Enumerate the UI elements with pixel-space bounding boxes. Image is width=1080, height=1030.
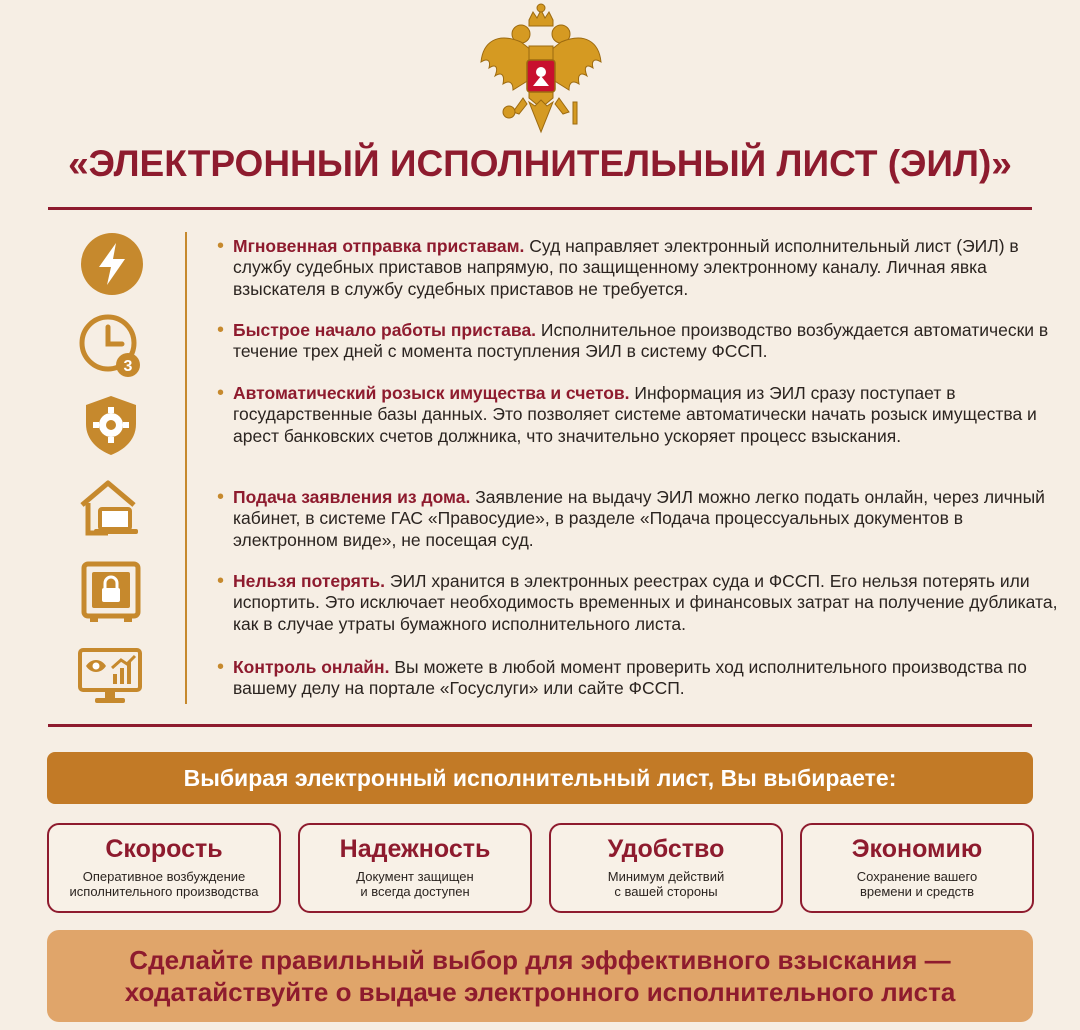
card-line-2: исполнительного производства — [69, 884, 259, 899]
feature-online-control — [213, 657, 1063, 700]
bottom-divider — [48, 724, 1032, 727]
feature-text: Исполнительное производство возбуждается автоматически в течение трех дней с момента поступления ЭИЛ в систему ФССП. — [233, 320, 1049, 362]
feature-heading: Быстрое начало работы пристава. — [233, 320, 537, 340]
card-speed — [47, 823, 281, 913]
monitor-eye-chart-icon — [77, 644, 143, 710]
feature-heading: Подача заявления из дома. — [233, 487, 471, 507]
lightning-icon — [79, 231, 145, 297]
svg-text:3: 3 — [123, 358, 133, 375]
feature-instant-sending — [213, 236, 1063, 300]
vertical-divider — [185, 232, 187, 704]
safe-lock-icon — [78, 560, 144, 626]
feature-heading: Мгновенная отправка приставам. — [233, 236, 525, 256]
card-line-1: Документ защищен — [356, 869, 474, 884]
card-title: Экономию — [851, 835, 983, 863]
feature-heading: Автоматический розыск имущества и счетов. — [233, 383, 630, 403]
card-line-1: Оперативное возбуждение — [82, 869, 246, 884]
feature-heading: Нельзя потерять. — [233, 571, 386, 591]
feature-heading: Контроль онлайн. — [233, 657, 390, 677]
card-line-2: с вашей стороны — [614, 884, 718, 899]
feature-auto-search — [213, 383, 1063, 447]
cta-line-1: Сделайте правильный выбор для эффективного взыскания — — [129, 945, 951, 975]
home-laptop-icon — [78, 475, 144, 541]
card-line-1: Сохранение вашего — [856, 869, 978, 884]
clock-3-days-icon — [78, 313, 144, 379]
feature-text: Суд направляет электронный исполнительный лист (ЭИЛ) в службу судебных приставов напрямую, по защищенному электронному каналу. Личная явка взыскателя в службу судебных приставов не требуется. — [233, 236, 1019, 299]
coat-of-arms-emblem — [477, 2, 605, 142]
call-to-action — [47, 930, 1033, 1022]
feature-text: Вы можете в любой момент проверить ход исполнительного производства по вашему делу на портале «Госуслуги» или сайте ФССП. — [233, 657, 1027, 699]
card-economy — [800, 823, 1034, 913]
feature-fast-start — [213, 320, 1063, 363]
card-convenience — [549, 823, 783, 913]
card-title: Удобство — [607, 835, 725, 863]
feature-text: ЭИЛ хранится в электронных реестрах суда и ФССП. Его нельзя потерять или испортить. Это исключает необходимость временных и финансовых затрат на получение дубликата, как в случае утраты бумажного исполнительного листа. — [233, 571, 1058, 634]
top-divider — [48, 207, 1032, 210]
choice-banner: Выбирая электронный исполнительный лист, Вы выбираете: — [47, 752, 1033, 804]
card-reliability — [298, 823, 532, 913]
card-title: Надежность — [339, 835, 491, 863]
feature-apply-from-home — [213, 487, 1063, 551]
feature-text: Заявление на выдачу ЭИЛ можно легко подать онлайн, через личный кабинет, в системе ГАС «Правосудие», в разделе «Подача процессуальных документов в электронном виде», не посещая суд. — [233, 487, 1045, 550]
page-title: «ЭЛЕКТРОННЫЙ ИСПОЛНИТЕЛЬНЫЙ ЛИСТ (ЭИЛ)» — [68, 143, 1012, 184]
card-line-2: и всегда доступен — [360, 884, 470, 899]
card-line-2: времени и средств — [859, 884, 975, 899]
cta-line-2: ходатайствуйте о выдаче электронного исполнительного листа — [124, 977, 956, 1007]
feature-text: Информация из ЭИЛ сразу поступает в государственные базы данных. Это позволяет системе автоматически начать розыск имущества и арест банковских счетов должника, что значительно ускоряет процесс взыскания. — [233, 383, 1037, 446]
feature-cannot-lose — [213, 571, 1063, 635]
card-line-1: Минимум действий — [607, 869, 725, 884]
shield-gear-icon — [78, 392, 144, 458]
card-title: Скорость — [105, 835, 223, 863]
